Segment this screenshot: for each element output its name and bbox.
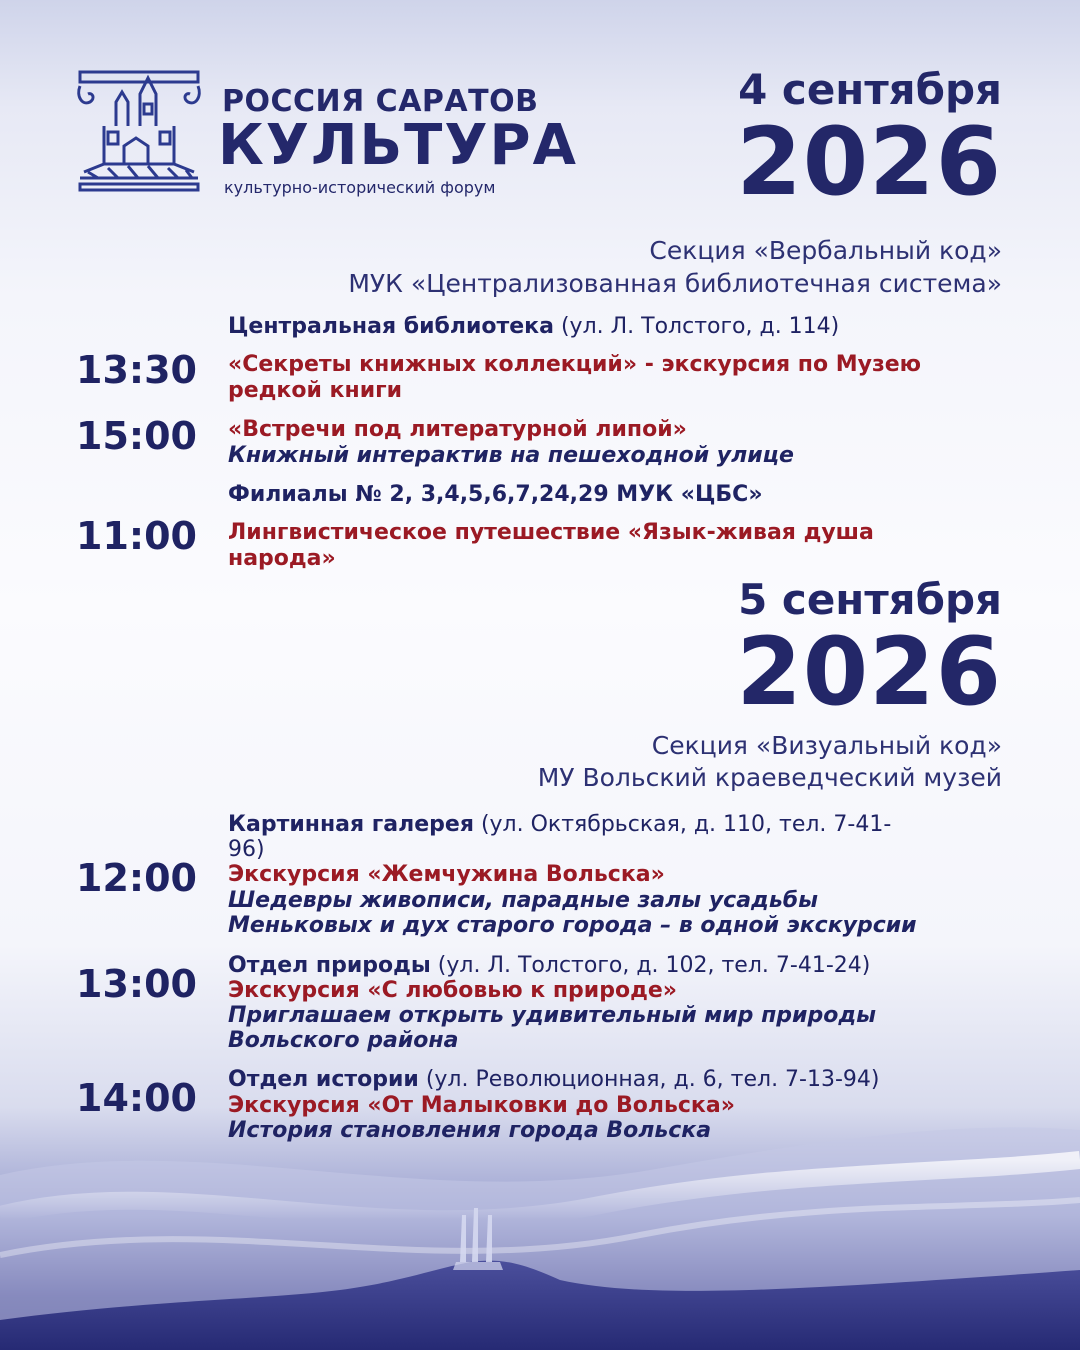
brand-subtitle: культурно-исторический форум xyxy=(224,178,496,197)
event-title: Экскурсия «С любовью к природе» xyxy=(228,978,677,1003)
day2-year: 2026 xyxy=(736,618,1002,727)
venue-name: Отдел природы xyxy=(228,953,431,978)
venue-address-cont: 96) xyxy=(228,837,265,862)
event-title: народа» xyxy=(228,546,336,571)
day1-date-block xyxy=(736,65,1002,217)
event-title: Экскурсия «От Малыковки до Вольска» xyxy=(228,1093,735,1118)
venue-name: Центральная библиотека xyxy=(228,314,554,339)
event-description: Шедевры живописи, парадные залы усадьбы xyxy=(228,888,818,913)
brand-title: РОССИЯ САРАТОВ xyxy=(222,84,539,119)
event-time: 14:00 xyxy=(76,1076,197,1120)
day2-date-block xyxy=(736,575,1002,727)
event-title: «Секреты книжных коллекций» - экскурсия по Музею xyxy=(228,352,922,377)
event-description: Меньковых и дух старого города – в одной экскурсии xyxy=(228,913,917,938)
brand-name: КУЛЬТУРА xyxy=(218,113,578,178)
venue-address: (ул. Революционная, д. 6, тел. 7-13-94) xyxy=(418,1067,880,1092)
venue-name: Картинная галерея xyxy=(228,812,474,837)
event-title: Лингвистическое путешествие «Язык-живая душа xyxy=(228,520,874,545)
event-time: 13:00 xyxy=(76,962,197,1006)
day2-venue-gallery xyxy=(228,812,891,838)
event-title: редкой книги xyxy=(228,378,403,403)
event-description: История становления города Вольска xyxy=(228,1118,712,1143)
day2-organizer: МУ Вольский краеведческий музей xyxy=(537,763,1002,792)
event-time: 13:30 xyxy=(76,348,197,392)
venue-address: (ул. Л. Толстого, д. 102, тел. 7-41-24) xyxy=(430,953,871,978)
event-time: 12:00 xyxy=(76,856,197,900)
day2-venue-nature xyxy=(228,953,870,979)
venue-name: Отдел истории xyxy=(228,1067,419,1092)
event-time: 11:00 xyxy=(76,514,197,558)
day1-organizer: МУК «Централизованная библиотечная система» xyxy=(348,269,1002,298)
day1-venue-central-library xyxy=(228,314,839,340)
day2-venue-history xyxy=(228,1067,880,1093)
day1-venue-branches: Филиалы № 2, 3,4,5,6,7,24,29 МУК «ЦБС» xyxy=(228,482,763,507)
day2-section-title: Секция «Визуальный код» xyxy=(651,731,1002,760)
day1-section-title: Секция «Вербальный код» xyxy=(649,236,1002,265)
event-description: Приглашаем открыть удивительный мир природы xyxy=(228,1003,876,1028)
event-title: Экскурсия «Жемчужина Вольска» xyxy=(228,862,665,887)
forum-logo-icon xyxy=(74,66,204,194)
event-description: Книжный интерактив на пешеходной улице xyxy=(228,443,794,468)
event-description: Вольского района xyxy=(228,1028,459,1053)
venue-address: (ул. Октябрьская, д. 110, тел. 7-41- xyxy=(473,812,892,837)
venue-address: (ул. Л. Толстого, д. 114) xyxy=(553,314,840,339)
day1-year: 2026 xyxy=(736,108,1002,217)
event-title: «Встречи под литературной липой» xyxy=(228,417,687,442)
event-time: 15:00 xyxy=(76,414,197,458)
day1-date: 4 сентября xyxy=(738,65,1002,114)
day2-date: 5 сентября xyxy=(738,575,1002,624)
